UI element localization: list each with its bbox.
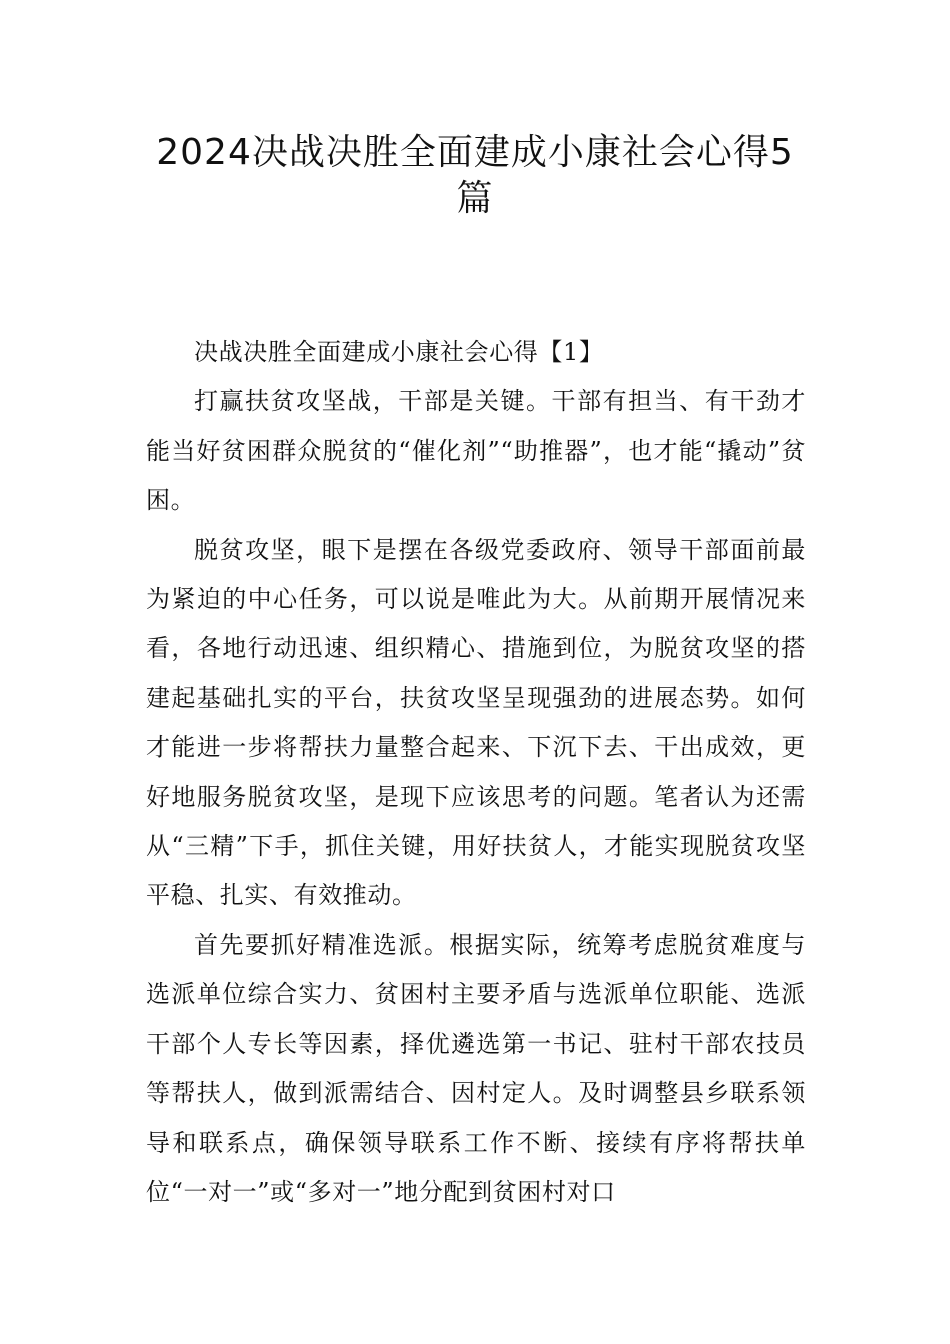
document-body bbox=[146, 328, 806, 1217]
paragraph: 脱贫攻坚，眼下是摆在各级党委政府、领导干部面前最为紧迫的中心任务，可以说是唯此为大。从前期开展情况来看，各地行动迅速、组织精心、措施到位，为脱贫攻坚的搭建起基础扎实的平台，扶贫攻坚呈现强劲的进展态势。如何才能进一步将帮扶力量整合起来、下沉下去、干出成效，更好地服务脱贫攻坚，是现下应该思考的问题。笔者认为还需从“三精”下手，抓住关键，用好扶贫人，才能实现脱贫攻坚平稳、扎实、有效推动。 bbox=[146, 535, 806, 910]
paragraph: 打赢扶贫攻坚战，干部是关键。干部有担当、有干劲才能当好贫困群众脱贫的“催化剂”“助推器”，也才能“撬动”贫困。 bbox=[146, 387, 806, 515]
document-title: 2024决战决胜全面建成小康社会心得5篇 bbox=[156, 132, 794, 219]
section-heading: 决战决胜全面建成小康社会心得【1】 bbox=[194, 338, 604, 366]
paragraph: 首先要抓好精准选派。根据实际，统筹考虑脱贫难度与选派单位综合实力、贫困村主要矛盾与选派单位职能、选派干部个人专长等因素，择优遴选第一书记、驻村干部农技员等帮扶人，做到派需结合、因村定人。及时调整县乡联系领导和联系点，确保领导联系工作不断、接续有序将帮扶单位“一对一”或“多对一”地分配到贫困村对口 bbox=[146, 930, 806, 1206]
